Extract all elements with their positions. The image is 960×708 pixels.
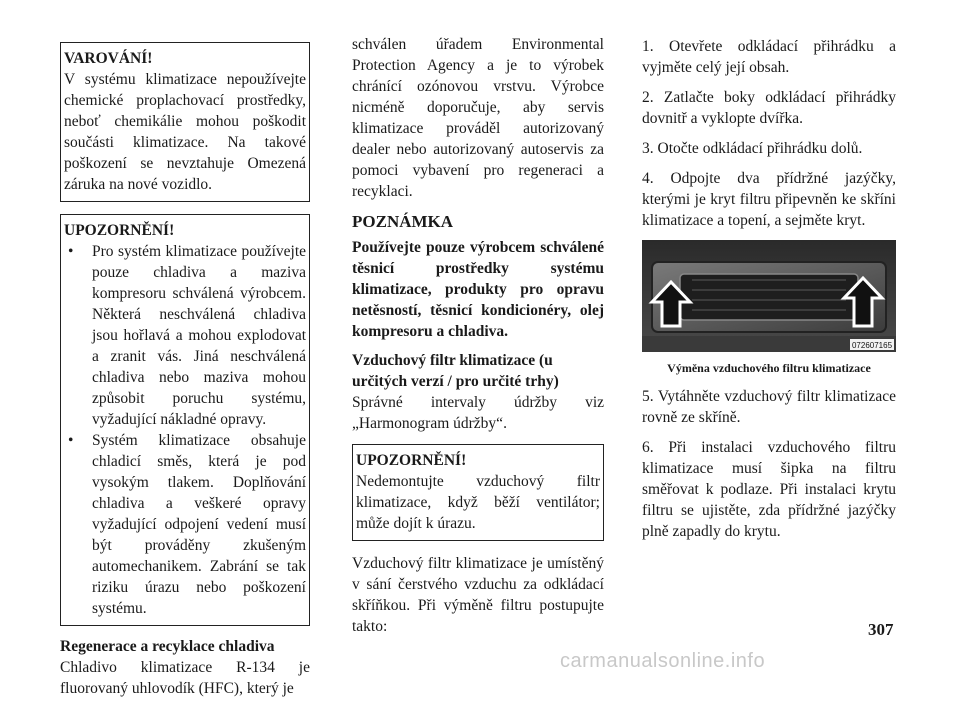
filter-replacement-photo xyxy=(642,240,896,352)
caution-item: • Pro systém klimatizace používejte pouze chladiva a maziva kompresoru schválená výrobcem. Některá neschválená chladiva jsou hořlavá a mohou explodovat a zranit vás. Jiná neschválená chladiva nebo maziva mohou způsobit poruchu systému, vyžadující nákladné opravy. xyxy=(64,241,306,430)
step-3: 3. Otočte odkládací přihrádku dolů. xyxy=(642,140,863,157)
caution-box xyxy=(60,214,310,626)
recycling-heading: Regenerace a recyklace chladiva xyxy=(60,638,275,655)
warning-body: V systému klimatizace nepoužívejte chemické proplachovací prostředky, neboť chemikálie mohou poškodit součásti klimatizace. Na takové poškození se nevztahuje Omezená záruka na nové vozidlo. xyxy=(64,71,306,193)
filter-heading-line2: určitých verzí / pro určité trhy) xyxy=(352,373,559,390)
warning-title: VAROVÁNÍ! xyxy=(64,50,153,67)
filter-intro: Vzduchový filtr klimatizace je umístěný v sání čerstvého vzduchu za odkládací skříňkou. Při výměně filtru postupujte takto: xyxy=(352,555,604,635)
filter-heading-line1: Vzduchový filtr klimatizace (u xyxy=(352,352,553,369)
column-middle xyxy=(352,34,604,646)
step-5: 5. Vytáhněte vzduchový filtr klimatizace rovně ze skříně. xyxy=(642,388,896,426)
page-number: 307 xyxy=(868,620,894,639)
step-1: 1. Otevřete odkládací přihrádku a vyjměte celý její obsah. xyxy=(642,38,896,76)
warning-box xyxy=(60,42,310,202)
caution-title: UPOZORNĚNÍ! xyxy=(64,222,175,239)
step-2: 2. Zatlačte boky odkládací přihrádky dovnitř a vyklopte dvířka. xyxy=(642,89,896,127)
recycling-body-start: Chladivo klimatizace R-134 je fluorovaný uhlovodík (HFC), který je xyxy=(60,659,310,697)
filter-interval: Správné intervaly údržby viz „Harmonogram údržby“. xyxy=(352,394,604,432)
caution-item: • Systém klimatizace obsahuje chladicí směs, která je pod vysokým tlakem. Doplňování chladiva a veškeré opravy vyžadující odpojení vedení musí být prováděny zkušeným automechanikem. Zabrání se tak riziku úrazu nebo poškození systému. xyxy=(64,430,306,619)
image-code: 072607165 xyxy=(851,341,893,350)
note-body: Používejte pouze výrobcem schválené těsnicí prostředky systému klimatizace, produkty pro opravu netěsností, těsnicí kondicionéry, olej kompresoru a chladiva. xyxy=(352,239,604,340)
step-6: 6. Při instalaci vzduchového filtru klimatizace musí šipka na filtru směřovat k podlaze. Při instalaci krytu filtru se ujistěte, zda přídržné jazýčky plně zapadly do krytu. xyxy=(642,439,896,540)
caution-filter-title: UPOZORNĚNÍ! xyxy=(356,452,467,469)
watermark: carmanualsonline.info xyxy=(560,650,766,672)
caution-filter-body: Nedemontujte vzduchový filtr klimatizace, když běží ventilátor; může dojít k úrazu. xyxy=(356,473,600,532)
column-left xyxy=(60,36,310,708)
column-right xyxy=(642,36,896,551)
caution-list xyxy=(64,241,306,619)
caution-box-filter xyxy=(352,444,604,541)
image-caption: Výměna vzduchového filtru klimatizace xyxy=(667,361,871,375)
step-4: 4. Odpojte dva přídržné jazýčky, kterými je kryt filtru připevněn ke skříni klimatizace a topení, a sejměte kryt. xyxy=(642,170,896,229)
recycling-body-cont: schválen úřadem Environmental Protection Agency a je to výrobek chránící ozónovou vrstvu. Výrobce nicméně doporučuje, aby servis klimatizace prováděl autorizovaný dealer nebo autorizovaný autoservis za pomoci vybavení pro regeneraci a recyklaci. xyxy=(352,36,604,200)
note-title: POZNÁMKA xyxy=(352,212,454,231)
